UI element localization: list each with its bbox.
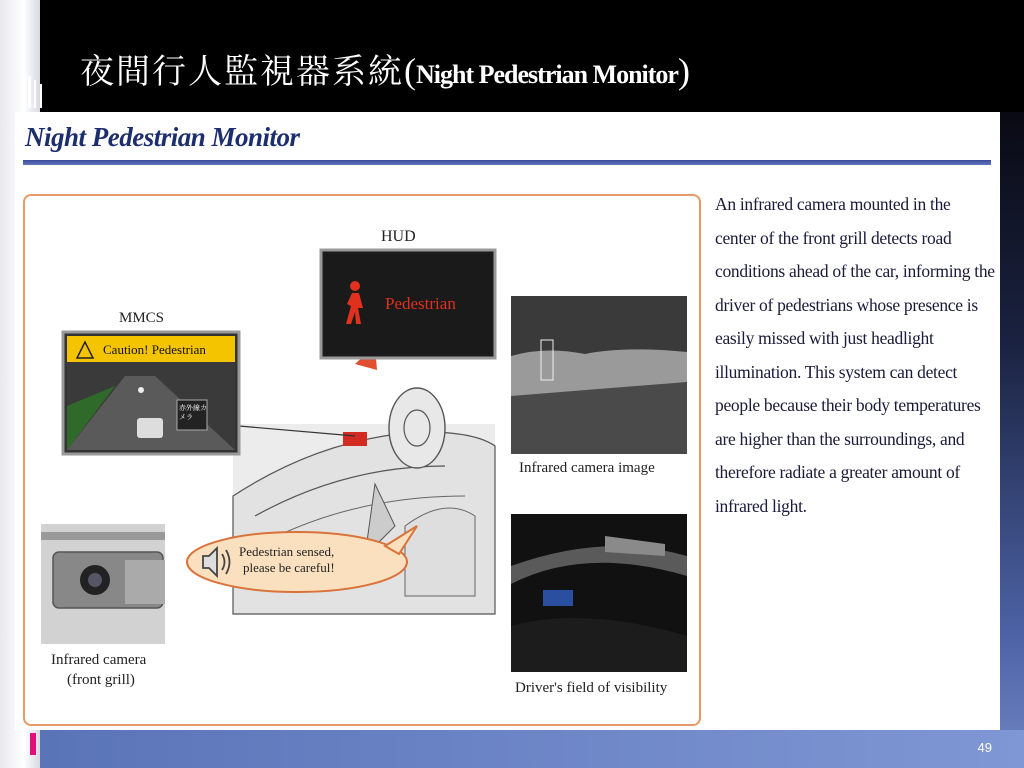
slide-title-english: Night Pedestrian Monitor xyxy=(416,60,678,89)
footer-accent xyxy=(30,733,36,755)
page-number: 49 xyxy=(977,740,992,755)
title-decor-bars xyxy=(22,74,46,110)
mmcs-label: MMCS xyxy=(119,310,165,326)
footer-bar xyxy=(40,730,1024,768)
slide-title-chinese: 夜間行人監視器系統 xyxy=(80,52,404,92)
panel-heading: Night Pedestrian Monitor xyxy=(25,122,300,152)
system-diagram xyxy=(23,194,701,726)
grill-caption-line2: (front grill) xyxy=(67,672,135,688)
content-panel xyxy=(15,112,1000,730)
mmcs-caution-text: Caution! Pedestrian xyxy=(103,342,206,357)
system-description: An infrared camera mounted in the center of the front grill detects road conditions ahead of the car, informing the driver of pedestrians whose presence is easily missed with just headlight illumination. This system can detect people because their body temperatures are higher than the surroundings, and therefore radiate a greater amount of infrared light. xyxy=(715,194,995,516)
slide-title xyxy=(80,44,690,100)
hud-label: HUD xyxy=(381,228,416,245)
slide-title-open-paren: ( xyxy=(404,51,416,91)
mmcs-camera-jp: 赤外線カメラ xyxy=(179,404,207,421)
voice-alert-line1: Pedestrian sensed, xyxy=(239,544,335,559)
grill-caption-line1: Infrared camera xyxy=(51,652,147,668)
fov-caption: Driver's field of visibility xyxy=(515,680,668,696)
voice-alert-line2: please be careful! xyxy=(243,560,335,575)
slide-title-close-paren: ) xyxy=(677,51,690,91)
ir-image-caption: Infrared camera image xyxy=(519,460,655,476)
hud-pedestrian-text: Pedestrian xyxy=(385,294,456,313)
heading-rule xyxy=(23,160,991,165)
